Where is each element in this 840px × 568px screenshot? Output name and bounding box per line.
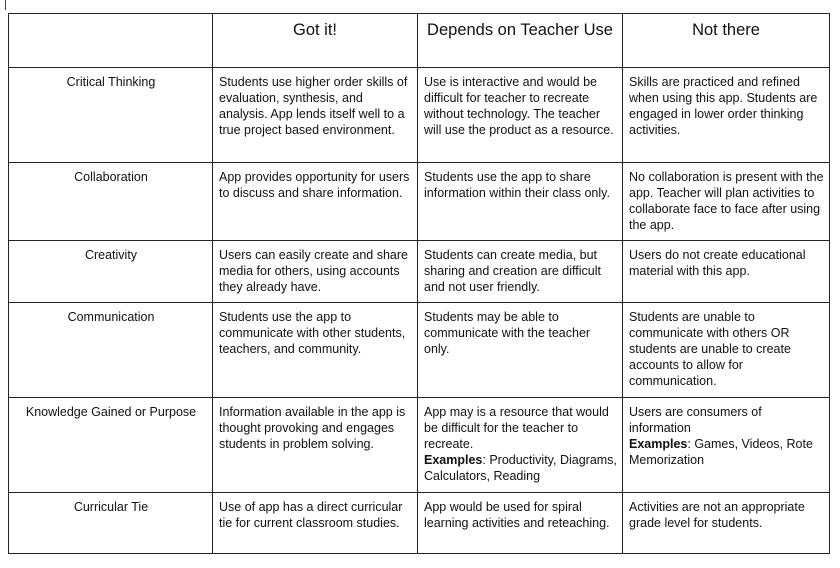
depends-cell: Students use the app to share information within their class only. [418, 163, 623, 241]
header-empty-cell [9, 14, 213, 68]
got-it-cell: Information available in the app is thought provoking and engages students in problem solving. [213, 398, 418, 493]
header-depends-on-teacher-use: Depends on Teacher Use [418, 14, 623, 68]
not-there-cell: Skills are practiced and refined when using this app. Students are engaged in lower order thinking activities. [623, 68, 830, 163]
criterion-label: Collaboration [9, 163, 213, 241]
examples-text: : Games, Videos, Rote Memorization [629, 437, 813, 467]
depends-cell: Students may be able to communicate with the teacher only. [418, 303, 623, 398]
depends-cell [418, 398, 623, 493]
not-there-text: Users are consumers of information [629, 405, 762, 435]
table-row [9, 241, 830, 303]
examples-label: Examples [629, 437, 688, 451]
depends-cell: Students can create media, but sharing and creation are difficult and not user friendly. [418, 241, 623, 303]
header-got-it: Got it! [213, 14, 418, 68]
table-row [9, 398, 830, 493]
header-row [9, 14, 830, 68]
got-it-cell: Students use the app to communicate with other students, teachers, and community. [213, 303, 418, 398]
got-it-cell: Students use higher order skills of evaluation, synthesis, and analysis. App lends itself well to a true project based environment. [213, 68, 418, 163]
header-not-there: Not there [623, 14, 830, 68]
criterion-label: Curricular Tie [9, 493, 213, 554]
not-there-cell [623, 398, 830, 493]
depends-cell: App would be used for spiral learning activities and reteaching. [418, 493, 623, 554]
got-it-cell: App provides opportunity for users to discuss and share information. [213, 163, 418, 241]
criterion-label: Creativity [9, 241, 213, 303]
examples-label: Examples [424, 453, 483, 467]
depends-text: App may is a resource that would be difficult for the teacher to recreate. [424, 405, 609, 451]
got-it-cell: Users can easily create and share media for others, using accounts they already have. [213, 241, 418, 303]
examples-text: : Productivity, Diagrams, Calculators, Reading [424, 453, 617, 483]
criterion-label: Knowledge Gained or Purpose [9, 398, 213, 493]
table-row [9, 163, 830, 241]
not-there-cell: Students are unable to communicate with others OR students are unable to create accounts to allow for communication. [623, 303, 830, 398]
not-there-cell: Activities are not an appropriate grade level for students. [623, 493, 830, 554]
table-row [9, 493, 830, 554]
edge-mark [5, 0, 6, 10]
not-there-cell: No collaboration is present with the app. Teacher will plan activities to collaborate face to face after using the app. [623, 163, 830, 241]
table-row [9, 68, 830, 163]
rubric-table [8, 13, 830, 554]
depends-cell: Use is interactive and would be difficult for teacher to recreate without technology. The teacher will use the product as a resource. [418, 68, 623, 163]
criterion-label: Communication [9, 303, 213, 398]
got-it-cell: Use of app has a direct curricular tie for current classroom studies. [213, 493, 418, 554]
table-row [9, 303, 830, 398]
not-there-cell: Users do not create educational material with this app. [623, 241, 830, 303]
criterion-label: Critical Thinking [9, 68, 213, 163]
